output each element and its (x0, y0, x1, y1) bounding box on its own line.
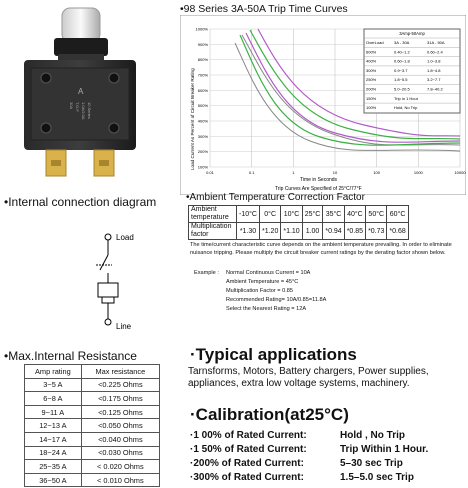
amp-cell: 14~17 A (25, 432, 82, 446)
y-tick-label: 900% (197, 41, 208, 47)
y-tick-label: 300% (197, 133, 208, 139)
temp-cell: 0°C (259, 206, 280, 223)
circuit-breaker-image (6, 4, 156, 184)
resistance-cell: < 0.020 Ohms (81, 460, 159, 474)
inset-cell: 150% (366, 95, 377, 101)
inset-cell: 0.60~2.4 (427, 49, 443, 55)
factor-cell: 1.00 (302, 223, 323, 240)
amp-cell: 12~13 A (25, 419, 82, 433)
inset-cell: 400% (366, 58, 377, 64)
calibration-row (190, 458, 466, 472)
table-row (25, 446, 160, 460)
table-row (25, 378, 160, 392)
product-label-line: 30A (69, 102, 74, 110)
example-line: Normal Continuous Current = 10A (226, 270, 311, 276)
amp-cell: 3~5 A (25, 378, 82, 392)
calibration-value: 1.5–5.0 sec Trip (340, 472, 414, 483)
trip-curves-footnote: Trip Curves Are Specified of 25°C/77°F (275, 186, 362, 192)
resistance-table (24, 364, 160, 487)
calibration-row (190, 430, 466, 444)
product-label-line: T.O.F. (75, 102, 80, 113)
example-label: Example : (194, 270, 219, 276)
resistance-cell: <0.040 Ohms (81, 432, 159, 446)
resistance-cell: <0.125 Ohms (81, 405, 159, 419)
correction-title: •Ambient Temperature Correction Factor (186, 192, 365, 203)
y-tick-label: 600% (197, 87, 208, 93)
calibration-value: Hold , No Trip (340, 430, 405, 441)
calibration-row (190, 444, 466, 458)
amp-cell: 36~50 A (25, 473, 82, 487)
trip-curves-ylabel: Load Current As Percent of Circuit Breaker Rating (190, 68, 195, 170)
example-line: Ambient Temperature = 45°C (226, 279, 299, 285)
amp-cell: 25~35 A (25, 460, 82, 474)
inset-cell: 0.60~1.8 (394, 58, 410, 64)
inset-cell: 250% (366, 77, 377, 83)
temp-cell: 10°C (281, 206, 302, 223)
trip-curves-title: •98 Series 3A-50A Trip Time Curves (180, 3, 348, 15)
resistance-cell: <0.050 Ohms (81, 419, 159, 433)
table-row (25, 460, 160, 474)
inset-cell: 3A - 30A (394, 40, 410, 45)
y-tick-label: 400% (197, 118, 208, 124)
inset-cell: 300% (366, 67, 377, 73)
calibration-row (190, 472, 466, 486)
y-tick-label: 800% (197, 57, 208, 63)
inset-cell: OverLoad (366, 40, 384, 45)
factor-cell: *1.20 (259, 223, 280, 240)
temp-cell: 35°C (323, 206, 344, 223)
inset-cell: 0.40~1.2 (394, 49, 410, 55)
table-row (25, 419, 160, 433)
example-line: Select the Nearest Rating = 12A (226, 306, 307, 312)
table-row (25, 392, 160, 406)
factor-row (189, 223, 409, 240)
amp-cell: 9~11 A (25, 405, 82, 419)
resistance-header: Max resistance (81, 365, 159, 379)
correction-note: The time/current characteristic curve depends on the ambient temperature prevailing. In order to eliminate nuisance tripping. Please multiply the circuit breaker current ratings by the derating factor shown below. (190, 242, 452, 256)
inset-cell: 1.0~3.8 (427, 58, 441, 64)
x-tick-label: 0.1 (248, 170, 255, 175)
inset-cell: 7.8~40.2 (427, 86, 443, 92)
table-row (25, 432, 160, 446)
resistance-cell: <0.225 Ohms (81, 378, 159, 392)
inset-cell: 31A - 50A (427, 40, 445, 45)
calibration-list (190, 430, 466, 486)
resistance-title: •Max.Internal Resistance (4, 349, 137, 363)
inset-cell: 100% (366, 105, 377, 111)
example-line: Multiplication Factor = 0.85 (226, 288, 294, 294)
resistance-header: Amp rating (25, 365, 82, 379)
temp-cell: 60°C (387, 206, 408, 223)
calibration-key: ·1 50% of Rated Current: (190, 444, 307, 455)
y-tick-label: 500% (197, 103, 208, 109)
inset-cell: Hold, No Trip (394, 105, 418, 111)
correction-example (194, 269, 464, 314)
trip-curves-xlabel: Time in Seconds (300, 177, 338, 183)
inset-cell: 1.8~4.8 (427, 67, 441, 73)
y-tick-label: 700% (197, 72, 208, 78)
table-row (25, 405, 160, 419)
correction-table (188, 205, 409, 240)
x-tick-label: 10 (332, 170, 338, 175)
inset-cell: 3.2~7.7 (427, 77, 441, 83)
inset-cell: Trip in 1 Hour (394, 95, 419, 101)
product-label-line: 10 Series (87, 102, 92, 119)
resistance-cell: <0.175 Ohms (81, 392, 159, 406)
temp-cell: 40°C (344, 206, 365, 223)
factor-cell: *0.85 (344, 223, 365, 240)
x-tick-label: 0.01 (206, 170, 214, 175)
calibration-value: 5–30 sec Trip (340, 458, 403, 469)
factor-cell: *0.94 (323, 223, 344, 240)
inset-cell: 1.8~5.5 (394, 77, 408, 83)
inset-cell: 600% (366, 49, 377, 55)
temp-cell: 50°C (366, 206, 387, 223)
connection-title: •Internal connection diagram (4, 195, 157, 209)
x-tick-label: 1 (292, 170, 295, 175)
x-tick-label: 100 (373, 170, 381, 175)
factor-cell: *0.68 (387, 223, 408, 240)
x-tick-label: 10000 (454, 170, 466, 175)
table-row (25, 473, 160, 487)
factor-cell: *1.10 (281, 223, 302, 240)
example-line: Recommended Rating= 10A/0.85=11.8A (226, 297, 327, 303)
temp-cell: -10°C (237, 206, 260, 223)
calibration-key: ·1 00% of Rated Current: (190, 430, 307, 441)
inset-cell: 0.9~3.7 (394, 67, 408, 73)
factor-row-label: Multiplication factor (189, 223, 237, 240)
temperature-row-label: Ambient temperature (189, 206, 237, 223)
x-tick-label: 1000 (413, 170, 423, 175)
resistance-cell: < 0.010 Ohms (81, 473, 159, 487)
calibration-title: ·Calibration(at25°C) (190, 405, 349, 424)
trip-curves-chart (180, 15, 466, 195)
load-label: Load (116, 233, 134, 242)
connection-diagram (60, 225, 160, 335)
inset-title: 3Amp-50Amp (399, 31, 425, 36)
product-label-line: 1.0A/2.0A (81, 102, 86, 120)
y-tick-label: 200% (197, 149, 208, 155)
product-letter: A (78, 87, 84, 96)
amp-cell: 18~24 A (25, 446, 82, 460)
temp-cell: 25°C (302, 206, 323, 223)
applications-text: Tarnsforms, Motors, Battery chargers, Power supplies, appliances, extra low voltage systems, machinery. (188, 366, 429, 389)
factor-cell: *1.30 (237, 223, 260, 240)
factor-cell: *0.73 (366, 223, 387, 240)
y-tick-label: 1000% (195, 26, 208, 32)
y-tick-label: 100% (197, 164, 208, 170)
calibration-key: ·200% of Rated Current: (190, 458, 304, 469)
resistance-cell: <0.030 Ohms (81, 446, 159, 460)
temperature-row (189, 206, 409, 223)
inset-cell: 5.0~20.5 (394, 86, 410, 92)
line-label: Line (116, 322, 132, 331)
inset-cell: 200% (366, 86, 377, 92)
applications-title: ·Typical applications (190, 345, 357, 364)
calibration-key: ·300% of Rated Current: (190, 472, 304, 483)
calibration-value: Trip Within 1 Hour. (340, 444, 429, 455)
amp-cell: 6~8 A (25, 392, 82, 406)
